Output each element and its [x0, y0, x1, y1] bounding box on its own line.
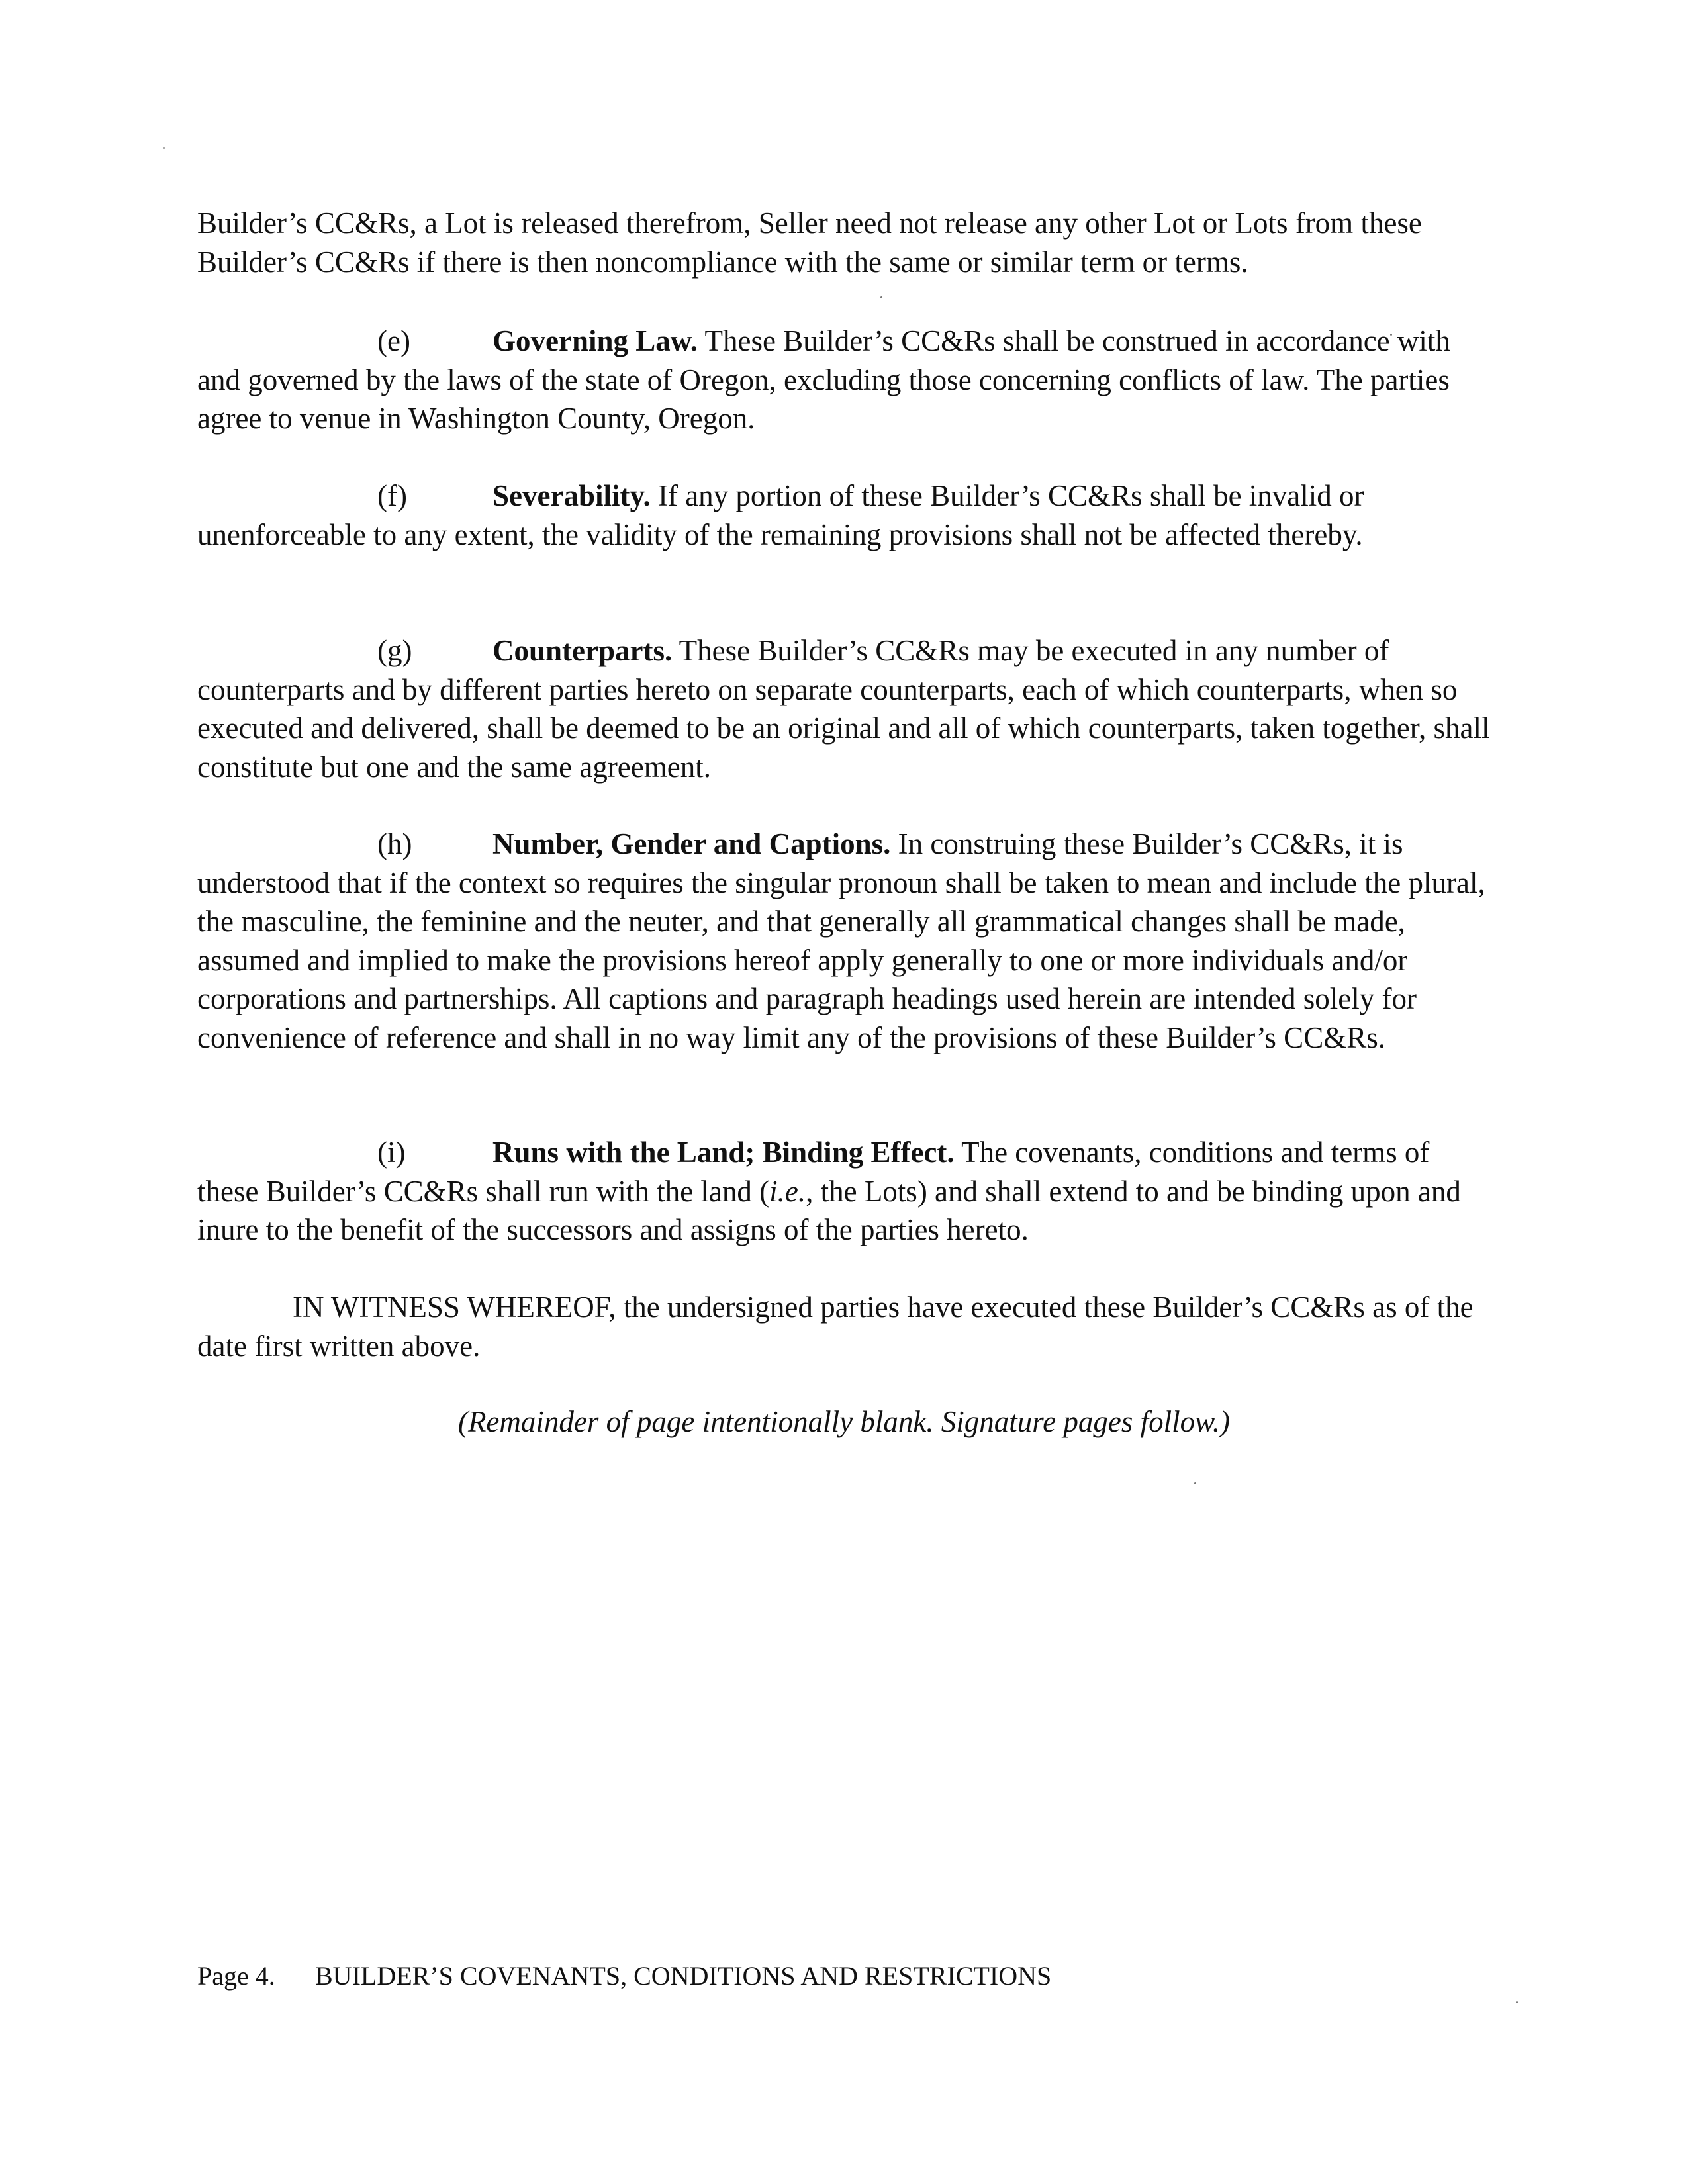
section-heading: Counterparts. [492, 634, 673, 667]
section-number: (g) [377, 634, 412, 667]
section-text: , the Lots) and shall extend to and be binding upon and inure to the benefit of the successors and assigns of the parties hereto. [197, 1174, 1461, 1246]
section-number: (e) [377, 324, 410, 357]
section-text: In construing these Builder’s CC&Rs, it is understood that if the context so requires the singular pronoun shall be taken to mean and include the plural, the masculine, the feminine and the neuter, and that generally all grammatical changes shall be made, assumed and implied to make the provisions hereof apply generally to one or more individuals and/or corporations and partnerships. All captions and paragraph headings used herein are intended solely for convenience of reference and shall in no way limit any of the provisions of these Builder’s CC&Rs. [197, 827, 1485, 1054]
section-heading: Runs with the Land; Binding Effect. [492, 1136, 955, 1169]
section-text: The covenants, conditions and terms of these Builder’s CC&Rs shall run with the land ( [197, 1136, 1430, 1208]
section-heading: Severability. [492, 479, 651, 512]
section-text: These Builder’s CC&Rs may be executed in any number of counterparts and by different parties hereto on separate counterparts, each of which counterparts, when so executed and delivered, shall be deemed to be an original and all of which counterparts, taken together, shall constitute but one and the same agreement. [197, 634, 1490, 784]
scan-speck [163, 147, 165, 149]
section-g-paragraph [197, 631, 1495, 786]
section-h-paragraph [197, 825, 1495, 1057]
section-e-paragraph [197, 322, 1495, 438]
section-number: (i) [377, 1136, 406, 1169]
scan-speck [880, 296, 882, 298]
section-heading: Governing Law. [492, 324, 698, 357]
section-text: These Builder’s CC&Rs shall be construed in accordance with and governed by the laws of the state of Oregon, excluding those concerning conflicts of law. The parties agree to venue in Washington County, Oregon. [197, 324, 1450, 435]
section-i-paragraph [197, 1133, 1495, 1250]
section-f-paragraph [197, 477, 1495, 554]
witness-paragraph: IN WITNESS WHEREOF, the undersigned parties have executed these Builder’s CC&Rs as of the date first written above. [197, 1291, 1474, 1363]
section-text: If any portion of these Builder’s CC&Rs shall be invalid or unenforceable to any extent, the validity of the remaining provisions shall not be affected thereby. [197, 479, 1364, 551]
scan-speck [1194, 1482, 1196, 1484]
section-text-italic: i.e. [769, 1174, 806, 1208]
scan-speck [1516, 2001, 1518, 2003]
continuation-paragraph: Builder’s CC&Rs, a Lot is released therefrom, Seller need not release any other Lot or Lots from these Builder’s CC&Rs if there is then noncompliance with the same or similar term or terms. [197, 206, 1422, 279]
section-heading: Number, Gender and Captions. [492, 827, 891, 860]
section-number: (h) [377, 827, 412, 860]
page-footer [197, 1960, 1051, 1991]
remainder-blank-note: (Remainder of page intentionally blank. Signature pages follow.) [457, 1405, 1231, 1438]
footer-title: BUILDER’S COVENANTS, CONDITIONS AND RESTRICTIONS [315, 1961, 1052, 1991]
page-number: Page 4. [197, 1961, 275, 1991]
section-number: (f) [377, 479, 407, 512]
